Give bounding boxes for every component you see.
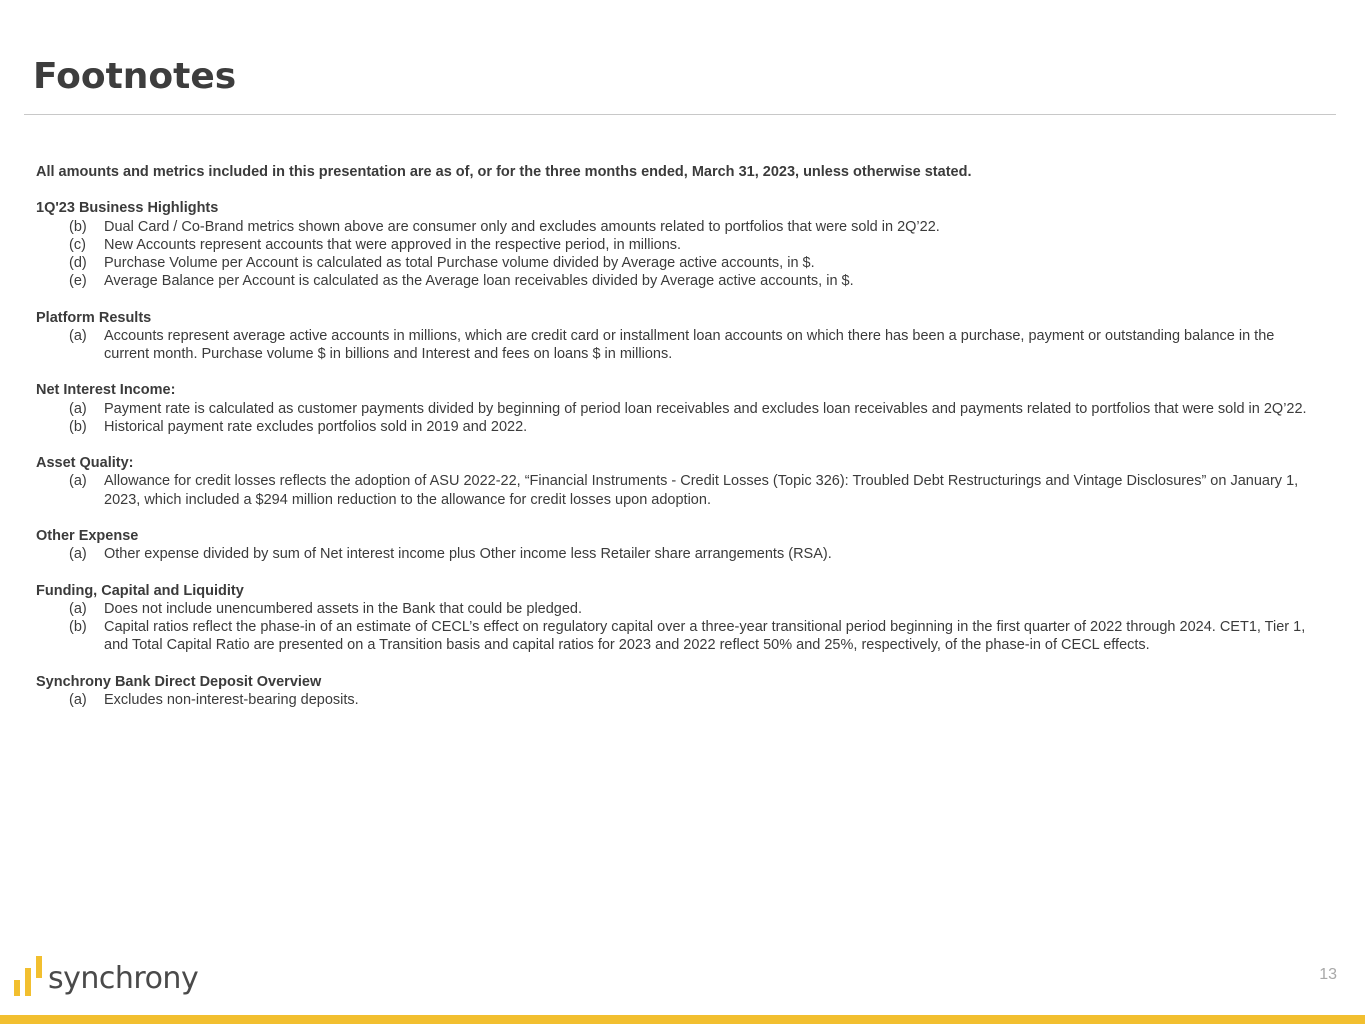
footnote-text: Dual Card / Co-Brand metrics shown above are consumer only and excludes amounts related to portfolios that were sold in 2Q’22. xyxy=(104,218,940,235)
footnote-label: (c) xyxy=(69,236,86,253)
section-title: Asset Quality: xyxy=(36,455,134,472)
footnote-item xyxy=(36,218,1316,236)
footnote-label: (e) xyxy=(69,273,87,290)
page-title: Footnotes xyxy=(33,56,237,97)
footnote-text: Accounts represent average active accounts in millions, which are credit card or installment loan accounts on which there has been a purchase, payment or outstanding balance in the current month. Purchase volume $ in billions and Interest and fees on loans $ in millions. xyxy=(104,327,1275,362)
title-divider xyxy=(24,114,1336,115)
footnote-sections xyxy=(36,199,1316,709)
synchrony-bars-icon xyxy=(14,956,44,996)
footnote-label: (b) xyxy=(69,618,87,635)
footnote-item xyxy=(36,272,1316,290)
footnote-label: (a) xyxy=(69,400,87,417)
footnote-section xyxy=(36,381,1316,436)
synchrony-logo xyxy=(14,956,204,996)
section-title: Funding, Capital and Liquidity xyxy=(36,582,244,599)
footnote-label: (a) xyxy=(69,473,87,490)
footnote-item xyxy=(36,327,1316,363)
footnote-section xyxy=(36,199,1316,290)
footnote-item xyxy=(36,472,1316,508)
footnote-label: (a) xyxy=(69,600,87,617)
footnote-text: Payment rate is calculated as customer payments divided by beginning of period loan receivables and excludes loan receivables and payments related to portfolios that were sold in 2Q’22. xyxy=(104,400,1307,417)
footnote-text: Average Balance per Account is calculated as the Average loan receivables divided by Average active accounts, in $. xyxy=(104,273,854,290)
footnote-text: Other expense divided by sum of Net interest income plus Other income less Retailer share arrangements (RSA). xyxy=(104,546,832,563)
footnotes-content xyxy=(36,163,1316,727)
footnote-label: (a) xyxy=(69,327,87,344)
footnote-text: New Accounts represent accounts that were approved in the respective period, in millions. xyxy=(104,236,682,253)
footnote-section xyxy=(36,309,1316,364)
footnote-item xyxy=(36,418,1316,436)
footnote-item xyxy=(36,545,1316,563)
logo-wordmark: synchrony xyxy=(48,961,199,996)
footnote-text: Purchase Volume per Account is calculated as total Purchase volume divided by Average active accounts, in $. xyxy=(104,255,815,271)
footnote-label: (d) xyxy=(69,255,87,271)
footnote-text: Allowance for credit losses reflects the adoption of ASU 2022-22, “Financial Instruments - Credit Losses (Topic 326): Troubled Debt Restructurings and Vintage Disclosures” on January 1, 2023, which included a $294 million reduction to the allowance for credit losses upon adoption. xyxy=(104,473,1299,508)
intro-statement: All amounts and metrics included in this presentation are as of, or for the three months ended, March 31, 2023, unless otherwise stated. xyxy=(36,164,972,180)
section-title: Other Expense xyxy=(36,527,139,544)
footnote-text: Historical payment rate excludes portfolios sold in 2019 and 2022. xyxy=(104,418,528,435)
section-title: Platform Results xyxy=(36,309,152,326)
footnote-text: Does not include unencumbered assets in the Bank that could be pledged. xyxy=(104,600,583,617)
brand-bottom-bar xyxy=(0,1015,1365,1024)
footnote-item xyxy=(36,600,1316,618)
footnote-item xyxy=(36,254,1316,272)
footnote-text: Excludes non-interest-bearing deposits. xyxy=(104,691,359,708)
page-number: 13 xyxy=(1319,966,1337,983)
footnote-section xyxy=(36,673,1316,709)
footnote-section xyxy=(36,582,1316,655)
footnote-label: (a) xyxy=(69,546,87,563)
footnote-item xyxy=(36,691,1316,709)
footnote-item xyxy=(36,236,1316,254)
footnote-section xyxy=(36,454,1316,509)
footnote-label: (b) xyxy=(69,218,87,235)
footnote-label: (b) xyxy=(69,418,87,435)
section-title: 1Q'23 Business Highlights xyxy=(36,200,219,217)
footnote-section xyxy=(36,527,1316,563)
footnote-item xyxy=(36,618,1316,654)
footnote-item xyxy=(36,400,1316,418)
section-title: Net Interest Income: xyxy=(36,382,176,399)
footnote-label: (a) xyxy=(69,691,87,708)
footnote-text: Capital ratios reflect the phase-in of an estimate of CECL’s effect on regulatory capital over a three-year transitional period beginning in the first quarter of 2022 through 2024. CET1, Tier 1, and Total Capital Ratio are presented on a Transition basis and capital ratios for 2023 and 2022 reflect 50% and 25%, respectively, of the phase-in of CECL effects. xyxy=(104,618,1306,654)
section-title: Synchrony Bank Direct Deposit Overview xyxy=(36,673,322,690)
